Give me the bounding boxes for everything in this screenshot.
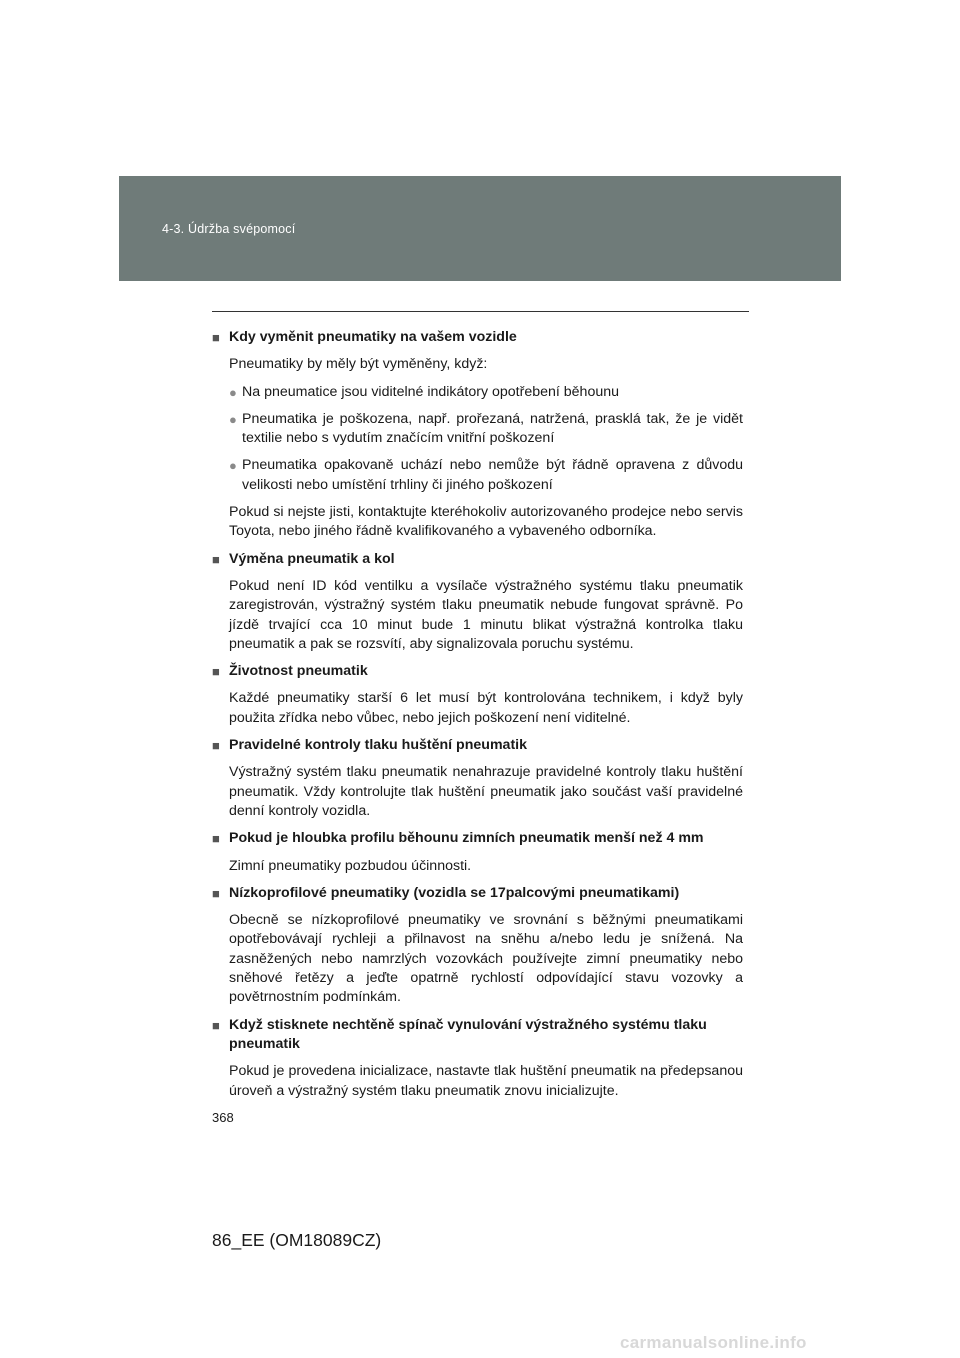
heading-text: Když stisknete nechtěně spínač vynulování výstražného systému tlaku pneumatik xyxy=(229,1016,707,1052)
section-intro: Pneumatiky by měly být vyměněny, když: xyxy=(229,356,488,373)
section-body: Pokud není ID kód ventilku a vysílače výstražného systému tlaku pneumatik zaregistrován, výstražný systém tlaku pneumatik nebude fungovat správně. Po jízdě trvající cca 10 minut bude 1 minutu blikat výstražná kontrolka tlaku pneumatik a pak se rozsvítí, aby signalizovala poruchu systému. xyxy=(229,577,743,652)
heading-text: Pravidelné kontroly tlaku huštění pneumatik xyxy=(229,737,528,754)
section-pressure-checks xyxy=(212,736,743,821)
square-bullet-icon: ■ xyxy=(212,330,220,345)
section-heading xyxy=(212,662,743,681)
section-body: Výstražný systém tlaku pneumatik nenahrazuje pravidelné kontroly tlaku huštění pneumatik. Vždy kontrolujte tlak huštění pneumatik jako součást vaší pravidelné denní kontroly vozidla. xyxy=(229,764,743,819)
section-body: Každé pneumatiky starší 6 let musí být kontrolována technikem, i když byly použita zřídka nebo vůbec, nebo jejich poškození není viditelné. xyxy=(229,690,743,726)
square-bullet-icon: ■ xyxy=(212,831,220,847)
square-bullet-icon: ■ xyxy=(212,1017,220,1033)
section-reset-switch xyxy=(212,1016,743,1101)
section-heading xyxy=(212,829,743,848)
section-heading xyxy=(212,884,743,903)
heading-text: Nízkoprofilové pneumatiky (vozidla se 17palcovými pneumatikami) xyxy=(229,884,680,901)
section-outro: Pokud si nejste jisti, kontaktujte kteréhokoliv autorizovaného prodejce nebo servis Toyota, nebo jiného řádně kvalifikovaného a vybaveného odborníka. xyxy=(229,504,743,540)
circle-bullet-icon: ● xyxy=(229,411,237,427)
watermark: carmanualsonline.info xyxy=(620,1333,807,1352)
section-label: 4-3. Údržba svépomocí xyxy=(162,222,296,236)
section-heading xyxy=(212,328,743,347)
list-item xyxy=(229,410,743,449)
section-body: Pokud je provedena inicializace, nastavte tlak huštění pneumatik na předepsanou úroveň a výstražný systém tlaku pneumatik znovu inicializujte. xyxy=(229,1063,743,1099)
square-bullet-icon: ■ xyxy=(212,885,220,901)
document-code: 86_EE (OM18089CZ) xyxy=(212,1230,382,1250)
header-rule xyxy=(212,311,749,312)
heading-text: Životnost pneumatik xyxy=(229,663,368,680)
section-body: Obecně se nízkoprofilové pneumatiky ve srovnání s běžnými pneumatikami opotřebovávají rychleji a přilnavost na sněhu a/nebo ledu je snížená. Na zasněžených nebo namrzlých vozovkách používejte zimní pneumatiky nebo sněhové řetězy a jeďte opatrně rychlostí odpovídající stavu vozovky a povětrnostním podmínkám. xyxy=(229,912,743,1006)
section-tire-and-wheel-change xyxy=(212,550,743,654)
section-tire-replacement xyxy=(212,328,743,542)
section-heading xyxy=(212,736,743,755)
list-item xyxy=(229,383,743,402)
square-bullet-icon: ■ xyxy=(212,738,220,754)
heading-text: Výměna pneumatik a kol xyxy=(229,550,395,567)
section-tire-life xyxy=(212,662,743,728)
section-heading xyxy=(212,550,743,569)
page-number: 368 xyxy=(212,1110,234,1125)
list-item-text: Pneumatika opakovaně uchází nebo nemůže být řádně opravena z důvodu velikosti nebo umístění trhliny či jiného poškození xyxy=(242,457,743,493)
list-item-text: Na pneumatice jsou viditelné indikátory opotřebení běhounu xyxy=(242,383,620,400)
square-bullet-icon: ■ xyxy=(212,551,220,567)
circle-bullet-icon: ● xyxy=(229,384,237,400)
section-low-profile-tires xyxy=(212,884,743,1008)
list-item-text: Pneumatika je poškozena, např. prořezaná, natržená, prasklá tak, že je vidět textilie nebo s vydutím značícím vnitřní poškození xyxy=(242,410,743,447)
page-content xyxy=(212,328,743,1109)
list-item xyxy=(229,456,743,495)
section-heading xyxy=(212,1016,743,1055)
heading-text: Kdy vyměnit pneumatiky na vašem vozidle xyxy=(229,329,517,345)
section-winter-tread-depth xyxy=(212,829,743,876)
heading-text: Pokud je hloubka profilu běhounu zimních pneumatik menší než 4 mm xyxy=(229,830,704,847)
circle-bullet-icon: ● xyxy=(229,458,237,474)
square-bullet-icon: ■ xyxy=(212,664,220,680)
section-body: Zimní pneumatiky pozbudou účinnosti. xyxy=(229,857,472,874)
